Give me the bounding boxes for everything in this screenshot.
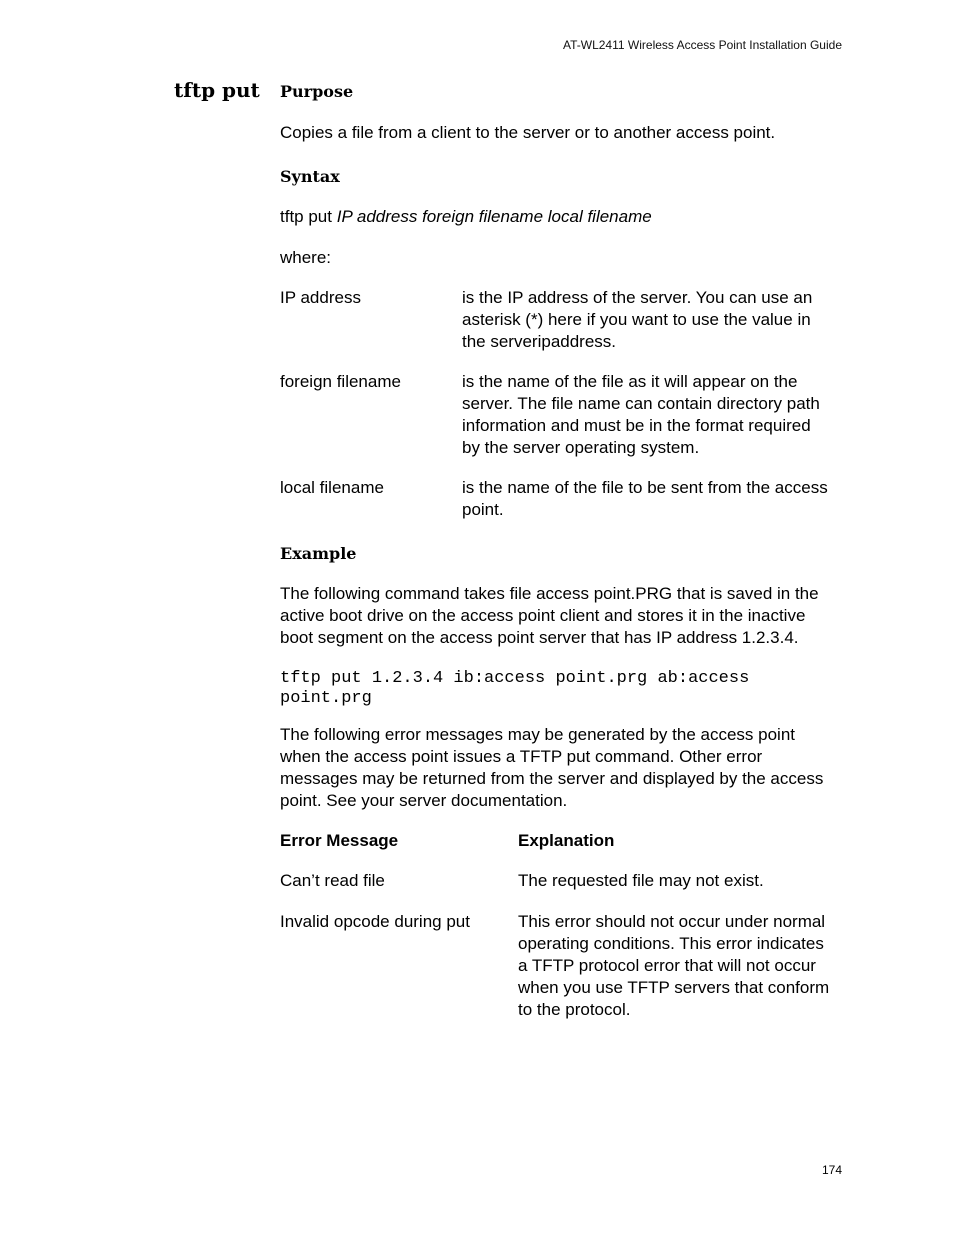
desc-line: is the IP address of the server. You can use an [462,288,813,307]
text-line: a TFTP protocol error that will not occur [518,956,816,975]
purpose-text: Copies a file from a client to the server or to another access point. [280,123,776,142]
text-line: when you use TFTP servers that conform [518,978,830,997]
param-description [462,287,847,353]
example-intro [280,583,845,649]
syntax-params: IP address foreign filename local filename [336,207,652,226]
error-message: Invalid opcode during put [280,912,470,931]
page-number: 174 [821,1163,842,1177]
text-line: operating conditions. This error indicates [518,934,824,953]
desc-line: is the name of the file as it will appear on the [462,372,798,391]
desc-line: information and must be in the format required [462,416,811,435]
table-header-explanation: Explanation [518,831,615,850]
where-label: where: [280,248,332,267]
text-line: boot segment on the access point server that has IP address 1.2.3.4. [280,628,799,647]
desc-line: the serveripaddress. [462,332,617,351]
text-line: to the protocol. [518,1000,631,1019]
desc-line: point. [462,500,504,519]
example-code [280,669,845,709]
param-name: IP address [280,288,361,307]
syntax-heading: Syntax [280,167,340,186]
running-header: AT-WL2411 Wireless Access Point Installation Guide [562,38,842,52]
text-line: when the access point issues a TFTP put command. Other error [280,747,763,766]
text-line: messages may be returned from the server and displayed by the access [280,769,824,788]
syntax-command: tftp put [280,207,332,226]
desc-line: by the server operating system. [462,438,700,457]
param-description [462,477,847,521]
desc-line: asterisk (*) here if you want to use the value in [462,310,811,329]
example-heading: Example [280,544,357,563]
purpose-heading: Purpose [280,82,354,101]
param-description [462,371,847,459]
table-header-message: Error Message [280,831,399,850]
command-title: tftp put [174,78,260,102]
desc-line: server. The file name can contain directory path [462,394,820,413]
text-line: The following error messages may be generated by the access point [280,725,795,744]
error-message: Can’t read file [280,871,385,890]
desc-line: is the name of the file to be sent from the access [462,478,828,497]
text-line: The requested file may not exist. [518,871,764,890]
error-explanation [518,911,848,1021]
code-line: point.prg [280,689,372,708]
text-line: This error should not occur under normal [518,912,826,931]
text-line: active boot drive on the access point client and stores it in the inactive [280,606,806,625]
param-name: foreign filename [280,372,401,391]
errors-intro [280,724,845,812]
param-name: local filename [280,478,384,497]
error-explanation [518,870,848,892]
text-line: The following command takes file access point.PRG that is saved in the [280,584,819,603]
syntax-line [280,206,845,228]
text-line: point. See your server documentation. [280,791,568,810]
code-line: tftp put 1.2.3.4 ib:access point.prg ab:access [280,669,750,688]
